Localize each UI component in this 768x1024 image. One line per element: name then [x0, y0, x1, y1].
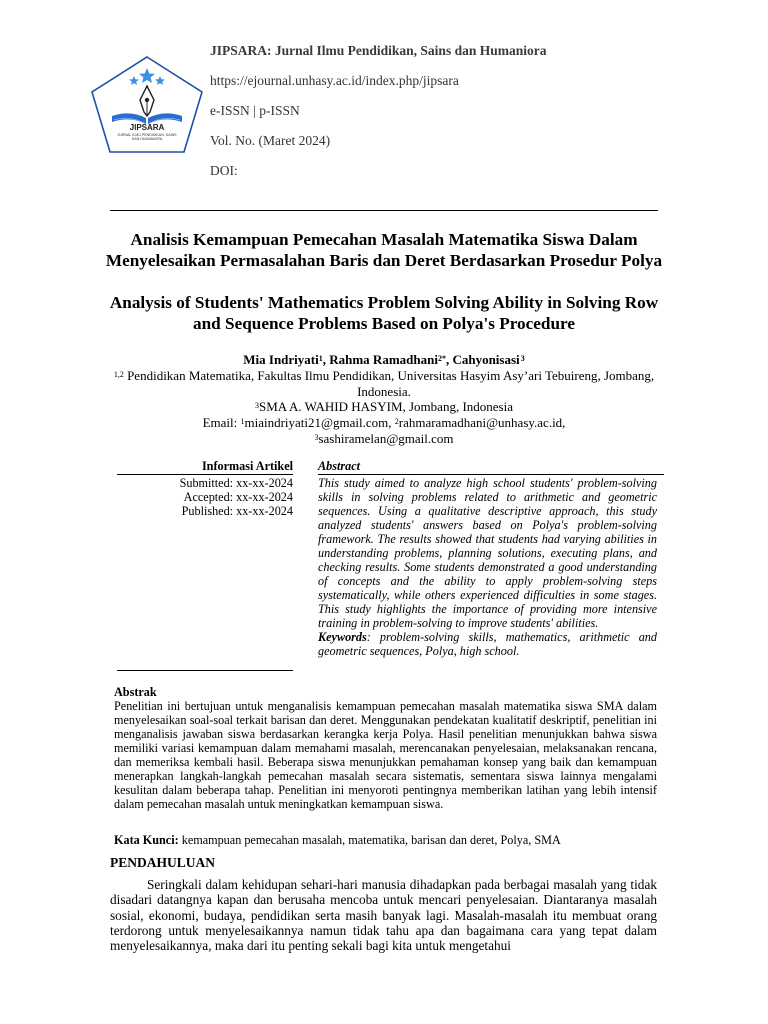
doi-line: DOI:	[210, 163, 238, 178]
logo-subtitle: JURNAL ILMU PENDIDIKAN, SAINS DAN HUMANIORA	[117, 133, 177, 142]
article-info	[117, 459, 293, 518]
affiliation-2: $^3$SMA A. WAHID HASYIM, Jombang, Indonesia	[255, 399, 513, 414]
author-name: Cahyonisasi	[452, 352, 520, 367]
article-info-heading: Informasi Artikel	[117, 459, 293, 475]
issn-line: e-ISSN | p-ISSN	[210, 103, 300, 118]
abstract-indonesian	[114, 685, 657, 811]
author-name: Mia Indriyati	[243, 352, 319, 367]
email-link[interactable]: sashiramelan@gmail.com	[318, 431, 454, 446]
title-english: Analysis of Students' Mathematics Problem Solving Ability in Solving Row and Sequence Problems Based on Polya's Procedure	[109, 293, 659, 333]
abstract-english	[318, 459, 657, 658]
title-indonesian: Analisis Kemampuan Pemecahan Masalah Matematika Siswa Dalam Menyelesaikan Permasalahan Baris dan Deret Berdasarkan Prosedur Polya	[105, 230, 663, 270]
email-link[interactable]: rahmaramadhani@unhasy.ac.id,	[398, 415, 566, 430]
journal-name: JIPSARA: Jurnal Ilmu Pendidikan, Sains dan Humaniora	[210, 43, 547, 58]
journal-logo	[88, 54, 206, 156]
email-link[interactable]: miaindriyati21@gmail.com,	[244, 415, 395, 430]
affiliation-1: $^{1,2}$ Pendidikan Matematika, Fakultas Ilmu Pendidikan, Universitas Hasyim Asy’ari Tebuireng, Jombang, Indonesia.	[113, 368, 655, 399]
submitted-date: Submitted: xx-xx-2024	[179, 476, 293, 490]
accepted-date: Accepted: xx-xx-2024	[183, 490, 293, 504]
email-list: Email: $^1$miaindriyati21@gmail.com, $^2$rahmaramadhani@unhasy.ac.id, $^3$sashiramelan@gmail.com	[202, 415, 566, 446]
header-divider	[110, 210, 658, 211]
author-name: Rahma Ramadhani	[329, 352, 438, 367]
abstrak-heading: Abstrak	[114, 685, 157, 699]
abstrak-text: Penelitian ini bertujuan untuk menganalisis kemampuan pemecahan masalah matematika siswa SMA dalam menyelesaikan soal-soal terkait barisan dan deret. Menggunakan pendekatan kualitatif deskriptif, penelitian ini menganalisis jawaban siswa berdasarkan kerangka kerja Polya. Hasil penelitian menunjukkan bahwa siswa memiliki variasi kemampuan dalam memahami masalah, merencanakan penyelesaian, melaksanakan rencana, dan memeriksa kembali hasil. Beberapa siswa menunjukkan pemahaman konsep yang baik dan kemampuan menerapkan langkah-langkah pemecahan masalah secara sistematis, sementara siswa lainnya mengalami kesulitan dalam beberapa tahap. Penelitian ini menyoroti pentingnya memberikan latihan yang lebih intensif dalam pemecahan masalah untuk meningkatkan kemampuan siswa.	[114, 699, 657, 811]
abstract-keywords: Keywords: problem-solving skills, mathematics, arithmetic and geometric sequences, Polya, high school.	[318, 630, 657, 658]
published-date: Published: xx-xx-2024	[181, 504, 293, 518]
journal-url-link[interactable]: https://ejournal.unhasy.ac.id/index.php/jipsara	[210, 73, 459, 88]
article-info-divider	[117, 670, 293, 671]
abstract-heading: Abstract	[318, 459, 664, 475]
author-list: Mia Indriyati$^1$, Rahma Ramadhani$^{2*}$, Cahyonisasi $^3$	[243, 352, 525, 367]
kata-kunci: Kata Kunci: kemampuan pemecahan masalah, matematika, barisan dan deret, Polya, SMA	[114, 833, 561, 847]
logo-name: JIPSARA	[129, 123, 165, 132]
abstract-text: This study aimed to analyze high school students' problem-solving skills in solving problems related to arithmetic and geometric sequences. Using a qualitative descriptive approach, this study analyzed students' answers based on Polya's problem-solving framework. The results showed that students had varying abilities in understanding problems, planning solutions, executing plans, and checking results. Some students demonstrated a good understanding of concepts and the ability to apply problem-solving steps systematically, while others experienced difficulties in some stages. This study highlights the importance of providing more intensive training in problem-solving to improve students' abilities.	[318, 476, 657, 630]
section-heading: PENDAHULUAN	[110, 855, 216, 870]
body-paragraph: Seringkali dalam kehidupan sehari-hari manusia dihadapkan pada berbagai masalah yang tidak disadari datangnya kapan dan berusaha mencoba untuk mencari penyelesaian. Diantaranya masalah sosial, ekonomi, budaya, pendidikan serta masih banyak lagi. Masalah-masalah itu membuat orang terdorong untuk menyelesaikannya namun tidak tahu apa dan bagaimana cara yang tepat dalam menyelesaikannya, maka dari itu penting sekali bagi kita untuk mengetahui	[110, 877, 657, 954]
volume-line: Vol. No. (Maret 2024)	[210, 133, 331, 148]
